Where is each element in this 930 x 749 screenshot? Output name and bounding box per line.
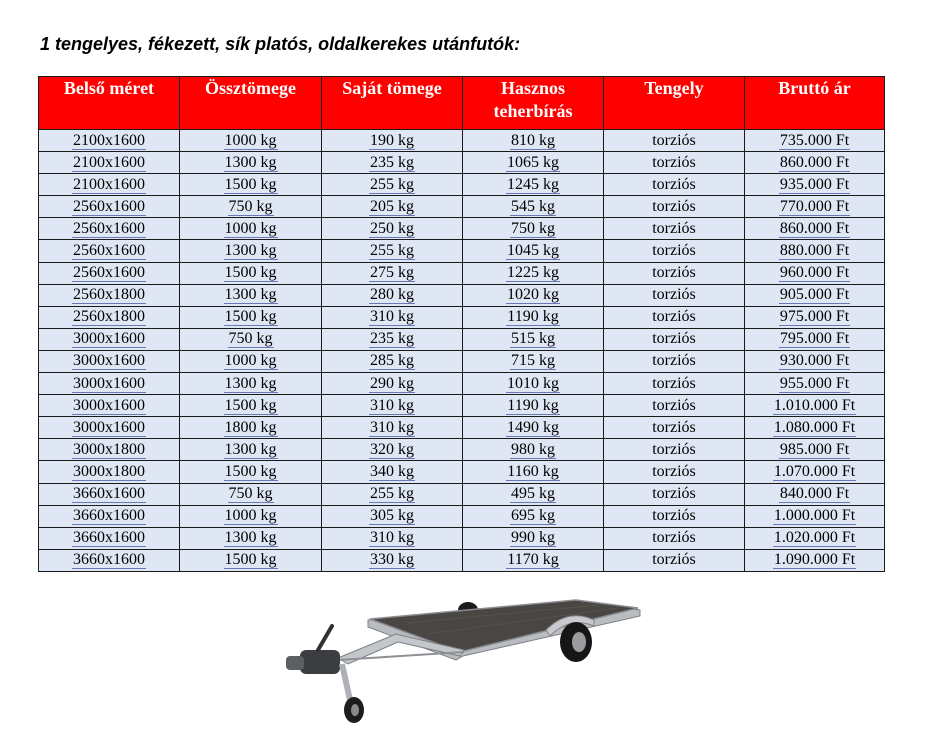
cell-axle: torziós xyxy=(604,373,745,395)
cell-gross-price: 795.000 Ft xyxy=(745,328,885,350)
cell-gross-price: 960.000 Ft xyxy=(745,262,885,284)
cell-total-weight: 1800 kg xyxy=(180,417,322,439)
table-row xyxy=(39,395,885,417)
table-row xyxy=(39,174,885,196)
cell-total-weight: 1300 kg xyxy=(180,152,322,174)
table-row xyxy=(39,461,885,483)
table-row xyxy=(39,328,885,350)
cell-own-weight: 310 kg xyxy=(322,306,463,328)
cell-payload: 810 kg xyxy=(463,130,604,152)
cell-total-weight: 1500 kg xyxy=(180,395,322,417)
cell-inner-size: 2100x1600 xyxy=(39,130,180,152)
cell-gross-price: 930.000 Ft xyxy=(745,350,885,372)
cell-axle: torziós xyxy=(604,549,745,571)
cell-payload: 980 kg xyxy=(463,439,604,461)
cell-total-weight: 1500 kg xyxy=(180,549,322,571)
cell-inner-size: 3660x1600 xyxy=(39,483,180,505)
cell-axle: torziós xyxy=(604,417,745,439)
cell-payload: 1225 kg xyxy=(463,262,604,284)
cell-inner-size: 3000x1800 xyxy=(39,439,180,461)
table-row xyxy=(39,218,885,240)
cell-axle: torziós xyxy=(604,306,745,328)
cell-inner-size: 3000x1800 xyxy=(39,461,180,483)
coupling xyxy=(300,650,340,674)
cell-inner-size: 3000x1600 xyxy=(39,350,180,372)
cell-own-weight: 255 kg xyxy=(322,174,463,196)
cell-payload: 1190 kg xyxy=(463,395,604,417)
cell-payload: 695 kg xyxy=(463,505,604,527)
cell-inner-size: 2560x1800 xyxy=(39,306,180,328)
cell-axle: torziós xyxy=(604,218,745,240)
table-row xyxy=(39,284,885,306)
cell-payload: 1045 kg xyxy=(463,240,604,262)
cell-own-weight: 280 kg xyxy=(322,284,463,306)
cell-own-weight: 255 kg xyxy=(322,483,463,505)
table-header-row xyxy=(39,77,885,130)
cell-payload: 545 kg xyxy=(463,196,604,218)
cell-own-weight: 290 kg xyxy=(322,373,463,395)
cell-total-weight: 1300 kg xyxy=(180,373,322,395)
cell-payload: 990 kg xyxy=(463,527,604,549)
cell-payload: 715 kg xyxy=(463,350,604,372)
cell-axle: torziós xyxy=(604,284,745,306)
cell-total-weight: 1000 kg xyxy=(180,130,322,152)
header-payload: Hasznos teherbírás xyxy=(463,77,604,130)
table-row xyxy=(39,527,885,549)
cell-inner-size: 2100x1600 xyxy=(39,152,180,174)
cell-total-weight: 1300 kg xyxy=(180,240,322,262)
table-row xyxy=(39,483,885,505)
cell-axle: torziós xyxy=(604,152,745,174)
cell-axle: torziós xyxy=(604,240,745,262)
table-row xyxy=(39,262,885,284)
cell-gross-price: 860.000 Ft xyxy=(745,152,885,174)
cell-total-weight: 1500 kg xyxy=(180,461,322,483)
table-row xyxy=(39,549,885,571)
table-row xyxy=(39,152,885,174)
cell-total-weight: 1500 kg xyxy=(180,174,322,196)
table-row xyxy=(39,306,885,328)
cell-own-weight: 255 kg xyxy=(322,240,463,262)
cell-gross-price: 1.020.000 Ft xyxy=(745,527,885,549)
cell-gross-price: 770.000 Ft xyxy=(745,196,885,218)
cell-total-weight: 750 kg xyxy=(180,483,322,505)
cell-inner-size: 2100x1600 xyxy=(39,174,180,196)
cell-gross-price: 905.000 Ft xyxy=(745,284,885,306)
header-gross-price: Bruttó ár xyxy=(745,77,885,130)
cell-inner-size: 3660x1600 xyxy=(39,527,180,549)
cell-own-weight: 235 kg xyxy=(322,328,463,350)
cell-total-weight: 1300 kg xyxy=(180,527,322,549)
cell-own-weight: 340 kg xyxy=(322,461,463,483)
table-row xyxy=(39,505,885,527)
table-row xyxy=(39,417,885,439)
cell-total-weight: 1300 kg xyxy=(180,284,322,306)
cell-inner-size: 3660x1600 xyxy=(39,505,180,527)
cell-own-weight: 205 kg xyxy=(322,196,463,218)
cell-gross-price: 975.000 Ft xyxy=(745,306,885,328)
cell-axle: torziós xyxy=(604,395,745,417)
cell-axle: torziós xyxy=(604,461,745,483)
cell-total-weight: 1300 kg xyxy=(180,439,322,461)
table-row xyxy=(39,130,885,152)
cell-inner-size: 2560x1600 xyxy=(39,262,180,284)
cell-gross-price: 955.000 Ft xyxy=(745,373,885,395)
cell-payload: 1010 kg xyxy=(463,373,604,395)
cell-gross-price: 1.090.000 Ft xyxy=(745,549,885,571)
cell-payload: 1020 kg xyxy=(463,284,604,306)
cell-payload: 515 kg xyxy=(463,328,604,350)
cell-payload: 1245 kg xyxy=(463,174,604,196)
cell-inner-size: 3000x1600 xyxy=(39,328,180,350)
cell-axle: torziós xyxy=(604,483,745,505)
cell-axle: torziós xyxy=(604,439,745,461)
cell-payload: 1065 kg xyxy=(463,152,604,174)
trailer-photo xyxy=(278,590,648,730)
cell-payload: 750 kg xyxy=(463,218,604,240)
table-row xyxy=(39,373,885,395)
cell-gross-price: 1.070.000 Ft xyxy=(745,461,885,483)
cell-axle: torziós xyxy=(604,350,745,372)
header-inner-size: Belső méret xyxy=(39,77,180,130)
header-axle: Tengely xyxy=(604,77,745,130)
page-title: 1 tengelyes, fékezett, sík platós, oldalkerekes utánfutók: xyxy=(40,34,521,54)
cell-own-weight: 190 kg xyxy=(322,130,463,152)
cell-inner-size: 2560x1600 xyxy=(39,218,180,240)
cell-total-weight: 1000 kg xyxy=(180,350,322,372)
cell-gross-price: 880.000 Ft xyxy=(745,240,885,262)
cell-total-weight: 1500 kg xyxy=(180,262,322,284)
cell-total-weight: 750 kg xyxy=(180,328,322,350)
cell-inner-size: 3000x1600 xyxy=(39,373,180,395)
header-own-weight: Saját tömege xyxy=(322,77,463,130)
cell-gross-price: 935.000 Ft xyxy=(745,174,885,196)
cell-axle: torziós xyxy=(604,505,745,527)
cell-own-weight: 235 kg xyxy=(322,152,463,174)
cell-axle: torziós xyxy=(604,328,745,350)
cell-inner-size: 2560x1800 xyxy=(39,284,180,306)
cell-total-weight: 1000 kg xyxy=(180,505,322,527)
cell-gross-price: 1.080.000 Ft xyxy=(745,417,885,439)
cell-own-weight: 310 kg xyxy=(322,395,463,417)
cell-own-weight: 330 kg xyxy=(322,549,463,571)
cell-payload: 1490 kg xyxy=(463,417,604,439)
cell-inner-size: 2560x1600 xyxy=(39,240,180,262)
cell-own-weight: 320 kg xyxy=(322,439,463,461)
table-body xyxy=(39,130,885,572)
cell-total-weight: 1500 kg xyxy=(180,306,322,328)
cell-total-weight: 750 kg xyxy=(180,196,322,218)
table-row xyxy=(39,240,885,262)
cell-own-weight: 250 kg xyxy=(322,218,463,240)
cell-own-weight: 310 kg xyxy=(322,527,463,549)
cell-payload: 1160 kg xyxy=(463,461,604,483)
cell-own-weight: 310 kg xyxy=(322,417,463,439)
cell-inner-size: 3000x1600 xyxy=(39,395,180,417)
cell-gross-price: 860.000 Ft xyxy=(745,218,885,240)
table-row xyxy=(39,439,885,461)
cell-own-weight: 305 kg xyxy=(322,505,463,527)
cell-total-weight: 1000 kg xyxy=(180,218,322,240)
cell-axle: torziós xyxy=(604,130,745,152)
cell-axle: torziós xyxy=(604,174,745,196)
cell-gross-price: 1.010.000 Ft xyxy=(745,395,885,417)
cell-gross-price: 985.000 Ft xyxy=(745,439,885,461)
cell-inner-size: 2560x1600 xyxy=(39,196,180,218)
cell-own-weight: 285 kg xyxy=(322,350,463,372)
cell-payload: 495 kg xyxy=(463,483,604,505)
cell-gross-price: 840.000 Ft xyxy=(745,483,885,505)
table-row xyxy=(39,350,885,372)
price-table xyxy=(38,76,885,572)
cell-payload: 1190 kg xyxy=(463,306,604,328)
cell-gross-price: 1.000.000 Ft xyxy=(745,505,885,527)
cell-gross-price: 735.000 Ft xyxy=(745,130,885,152)
header-total-weight: Össztömege xyxy=(180,77,322,130)
cell-own-weight: 275 kg xyxy=(322,262,463,284)
cell-axle: torziós xyxy=(604,196,745,218)
cell-inner-size: 3660x1600 xyxy=(39,549,180,571)
cell-inner-size: 3000x1600 xyxy=(39,417,180,439)
cell-payload: 1170 kg xyxy=(463,549,604,571)
cell-axle: torziós xyxy=(604,527,745,549)
table-row xyxy=(39,196,885,218)
cell-axle: torziós xyxy=(604,262,745,284)
